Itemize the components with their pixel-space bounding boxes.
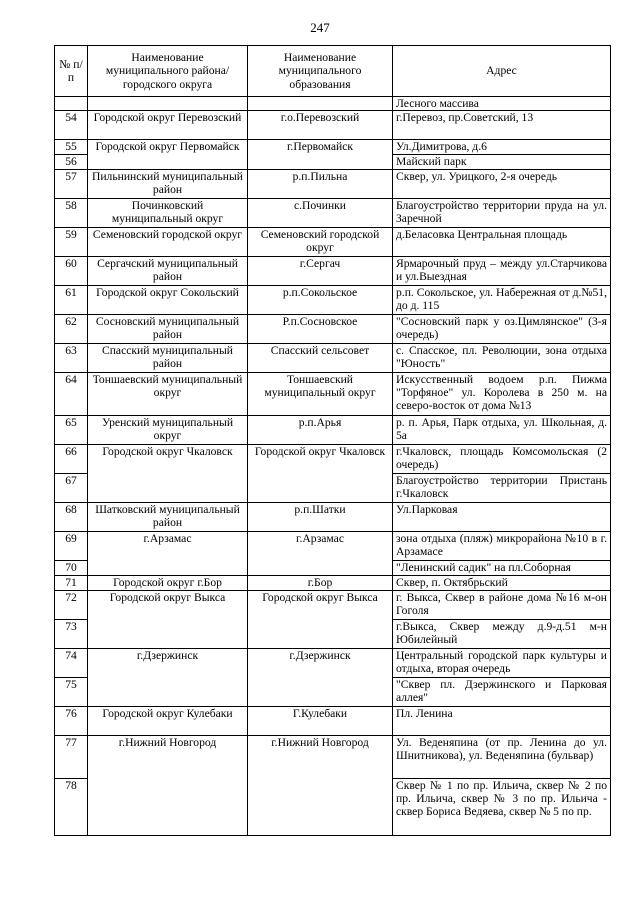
formation-cell: Р.п.Сосновское [248, 315, 393, 344]
row-number: 57 [55, 170, 88, 199]
table-row [55, 576, 611, 591]
row-number: 61 [55, 286, 88, 315]
row-number: 76 [55, 707, 88, 736]
formation-cell: Тоншаевский муниципальный округ [248, 373, 393, 416]
table-row [55, 373, 611, 416]
formation-cell: г.Дзержинск [248, 649, 393, 707]
formation-cell: р.п.Арья [248, 416, 393, 445]
formation-cell: с.Починки [248, 199, 393, 228]
row-number: 77 [55, 736, 88, 779]
formation-cell: г.Первомайск [248, 140, 393, 170]
address-cell: Сквер, п. Октябрьский [393, 576, 611, 591]
address-cell: "Сквер пл. Дзержинского и Парковая аллея" [393, 678, 611, 707]
district-cell: Городской округ г.Бор [88, 576, 248, 591]
header-address: Адрес [393, 46, 611, 97]
row-number: 54 [55, 111, 88, 140]
table-row [55, 315, 611, 344]
district-cell: Тоншаевский муниципальный округ [88, 373, 248, 416]
formation-cell: г.Арзамас [248, 532, 393, 576]
district-cell: Сергачский муниципальный район [88, 257, 248, 286]
address-cell: г.Перевоз, пр.Советский, 13 [393, 111, 611, 140]
address-cell: Лесного массива [393, 97, 611, 111]
address-cell: Ул.Парковая [393, 503, 611, 532]
addresses-table [54, 45, 611, 836]
table-row [55, 416, 611, 445]
page-number: 247 [310, 20, 330, 35]
address-cell: р. п. Арья, Парк отдыха, ул. Школьная, д. 5а [393, 416, 611, 445]
address-cell: Благоустройство территории Пристань г.Чкаловск [393, 474, 611, 503]
address-cell: Искусственный водоем р.п. Пижма "Торфяное" ул. Королева в 250 м. на северо-восток от дома №13 [393, 373, 611, 416]
formation-cell: Семеновский городской округ [248, 228, 393, 257]
address-cell: Сквер № 1 по пр. Ильича, сквер № 2 по пр. Ильича, сквер № 3 по пр. Ильича - сквер Бориса Ведяева, сквер № 5 по пр. [393, 779, 611, 836]
table-row [55, 199, 611, 228]
district-cell: Пильнинский муниципальный район [88, 170, 248, 199]
address-cell: р.п. Сокольское, ул. Набережная от д.№51, до д. 115 [393, 286, 611, 315]
row-number: 72 [55, 591, 88, 620]
row-number: 59 [55, 228, 88, 257]
row-number: 65 [55, 416, 88, 445]
address-cell: г.Выкса, Сквер между д.9-д.51 м-н Юбилейный [393, 620, 611, 649]
district-cell: Городской округ Выкса [88, 591, 248, 649]
row-number: 56 [55, 155, 88, 170]
formation-cell: г.о.Перевозский [248, 111, 393, 140]
header-formation: Наименование муниципального образования [248, 46, 393, 97]
address-cell: зона отдыха (пляж) микрорайона №10 в г. Арзамасе [393, 532, 611, 561]
address-cell: д.Беласовка Центральная площадь [393, 228, 611, 257]
row-number: 55 [55, 140, 88, 155]
table-header-row [55, 46, 611, 97]
row-number: 74 [55, 649, 88, 678]
row-number: 63 [55, 344, 88, 373]
header-district: Наименование муниципального района/ городского округа [88, 46, 248, 97]
district-cell: г.Арзамас [88, 532, 248, 576]
header-num: № п/п [55, 46, 88, 97]
formation-cell: р.п.Пильна [248, 170, 393, 199]
table-row [55, 503, 611, 532]
table-row [55, 111, 611, 140]
row-number: 68 [55, 503, 88, 532]
formation-cell: Городской округ Выкса [248, 591, 393, 649]
address-cell: Благоустройство территории пруда на ул. Заречной [393, 199, 611, 228]
address-cell: Ул.Димитрова, д.6 [393, 140, 611, 155]
table-row [55, 286, 611, 315]
address-cell: г.Чкаловск, площадь Комсомольская (2 очередь) [393, 445, 611, 474]
table-row [55, 140, 611, 155]
address-cell: Майский парк [393, 155, 611, 170]
district-cell: г.Дзержинск [88, 649, 248, 707]
table-row [55, 170, 611, 199]
formation-cell: р.п.Сокольское [248, 286, 393, 315]
table-row [55, 228, 611, 257]
district-cell: Городской округ Перевозский [88, 111, 248, 140]
district-cell: Городской округ Кулебаки [88, 707, 248, 736]
row-number: 67 [55, 474, 88, 503]
row-number: 70 [55, 561, 88, 576]
district-cell: Городской округ Сокольский [88, 286, 248, 315]
formation-cell: г.Бор [248, 576, 393, 591]
address-cell: "Сосновский парк у оз.Цимлянское" (3-я очередь) [393, 315, 611, 344]
row-number: 64 [55, 373, 88, 416]
district-cell: Семеновский городской округ [88, 228, 248, 257]
district-cell: Починковский муниципальный округ [88, 199, 248, 228]
table-row [55, 97, 611, 111]
row-number: 69 [55, 532, 88, 561]
district-cell: Уренский муниципальный округ [88, 416, 248, 445]
row-number: 78 [55, 779, 88, 836]
table-row [55, 257, 611, 286]
formation-cell: Г.Кулебаки [248, 707, 393, 736]
row-number: 73 [55, 620, 88, 649]
district-cell: Сосновский муниципальный район [88, 315, 248, 344]
table-row [55, 445, 611, 474]
row-number: 66 [55, 445, 88, 474]
table-row [55, 344, 611, 373]
table-row [55, 649, 611, 678]
row-number: 58 [55, 199, 88, 228]
row-number: 71 [55, 576, 88, 591]
formation-cell: р.п.Шатки [248, 503, 393, 532]
address-cell: Ярмарочный пруд – между ул.Старчикова и ул.Выездная [393, 257, 611, 286]
table-row [55, 532, 611, 561]
district-cell: г.Нижний Новгород [88, 736, 248, 836]
formation-cell: г.Сергач [248, 257, 393, 286]
formation-cell: г.Нижний Новгород [248, 736, 393, 836]
address-cell: "Ленинский садик" на пл.Соборная [393, 561, 611, 576]
address-cell: с. Спасское, пл. Революции, зона отдыха "Юность" [393, 344, 611, 373]
address-cell: Ул. Веденяпина (от пр. Ленина до ул. Шнитникова), ул. Веденяпина (бульвар) [393, 736, 611, 779]
row-number: 75 [55, 678, 88, 707]
formation-cell: Городской округ Чкаловск [248, 445, 393, 503]
table-row [55, 707, 611, 736]
address-cell: Пл. Ленина [393, 707, 611, 736]
address-cell: Сквер, ул. Урицкого, 2-я очередь [393, 170, 611, 199]
table-row [55, 591, 611, 620]
address-cell: Центральный городской парк культуры и отдыха, вторая очередь [393, 649, 611, 678]
address-cell: г. Выкса, Сквер в районе дома №16 м-он Гоголя [393, 591, 611, 620]
district-cell: Шатковский муниципальный район [88, 503, 248, 532]
district-cell: Городской округ Чкаловск [88, 445, 248, 503]
district-cell: Городской округ Первомайск [88, 140, 248, 170]
row-number: 60 [55, 257, 88, 286]
row-number: 62 [55, 315, 88, 344]
formation-cell: Спасский сельсовет [248, 344, 393, 373]
district-cell: Спасский муниципальный район [88, 344, 248, 373]
table-row [55, 736, 611, 779]
